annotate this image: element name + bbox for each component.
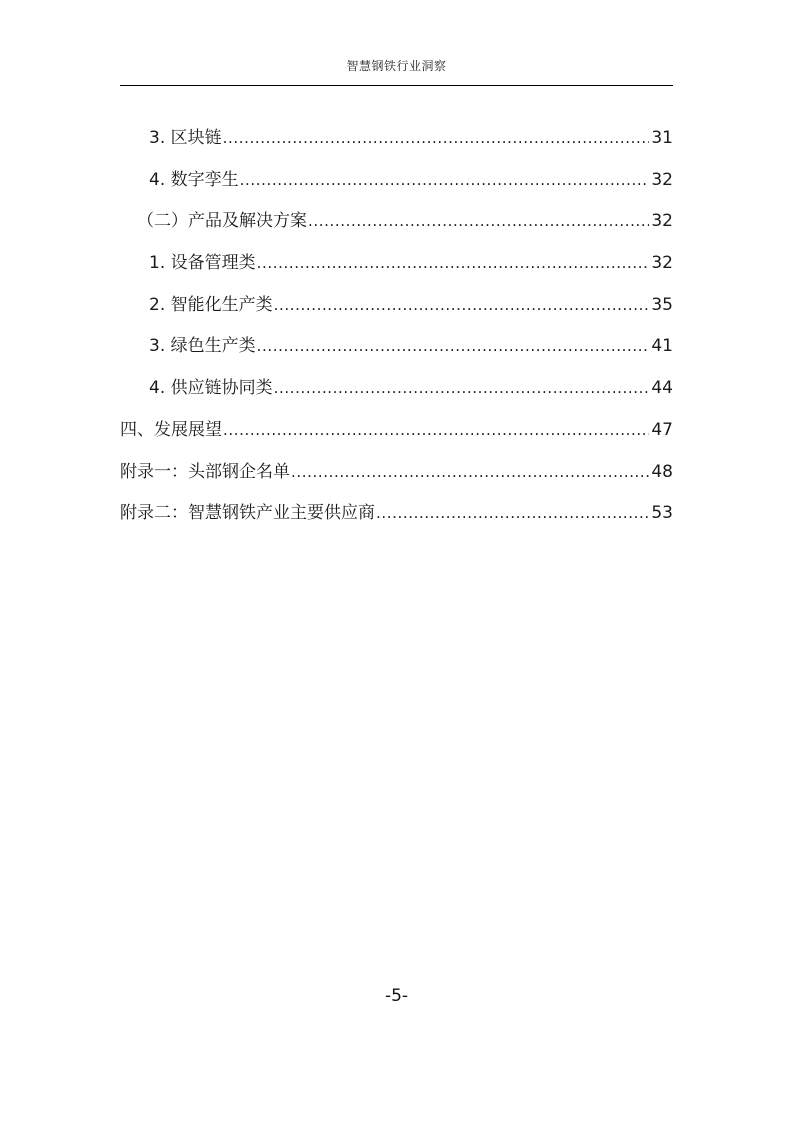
toc-entry-page: 41 xyxy=(651,336,673,357)
toc-dot-leader xyxy=(257,243,650,285)
toc-entry-page: 32 xyxy=(651,169,673,190)
toc-entry-equipment-management[interactable] xyxy=(120,243,673,285)
toc-entry-title: 附录二：智慧钢铁产业主要供应商 xyxy=(120,503,375,524)
toc-entry-page: 48 xyxy=(651,461,673,482)
toc-entry-page: 32 xyxy=(651,253,673,274)
toc-dot-leader xyxy=(223,410,649,452)
toc-dot-leader xyxy=(257,326,650,368)
toc-entry-appendix-1[interactable] xyxy=(120,452,673,494)
toc-entry-title: 4. 数字孪生 xyxy=(149,169,239,190)
toc-dot-leader xyxy=(291,452,649,494)
toc-entry-title: 四、发展展望 xyxy=(120,419,222,440)
page-number: -5- xyxy=(384,986,409,1006)
toc-entry-page: 32 xyxy=(651,211,673,232)
toc-entry-digital-twin[interactable] xyxy=(120,160,673,202)
toc-entry-title: 1. 设备管理类 xyxy=(149,253,256,274)
toc-entry-title: 附录一：头部钢企名单 xyxy=(120,461,290,482)
toc-entry-page: 53 xyxy=(651,503,673,524)
toc-entry-title: 4. 供应链协同类 xyxy=(149,378,273,399)
toc-entry-intelligent-production[interactable] xyxy=(120,285,673,327)
toc-entry-page: 31 xyxy=(651,128,673,148)
toc-entry-title: （二）产品及解决方案 xyxy=(137,211,307,232)
toc-entry-page: 35 xyxy=(651,294,673,315)
toc-dot-leader xyxy=(376,493,649,535)
toc-entry-title: 2. 智能化生产类 xyxy=(149,294,273,315)
toc-dot-leader xyxy=(274,368,650,410)
running-header: 智慧钢铁行业洞察 xyxy=(346,59,447,73)
toc-dot-leader xyxy=(308,201,649,243)
toc-entry-supply-chain[interactable] xyxy=(120,368,673,410)
toc-entry-green-production[interactable] xyxy=(120,326,673,368)
table-of-contents xyxy=(120,118,673,535)
toc-dot-leader xyxy=(274,285,650,327)
toc-entry-title: 3. 绿色生产类 xyxy=(149,336,256,357)
toc-dot-leader xyxy=(240,160,650,202)
toc-entry-development-outlook[interactable] xyxy=(120,410,673,452)
toc-entry-title: 3. 区块链 xyxy=(149,128,222,148)
toc-entry-appendix-2[interactable] xyxy=(120,493,673,535)
toc-entry-page: 44 xyxy=(651,378,673,399)
toc-dot-leader xyxy=(223,118,650,160)
toc-entry-page: 47 xyxy=(651,419,673,440)
toc-entry-products-solutions[interactable] xyxy=(120,201,673,243)
header-divider xyxy=(120,85,673,86)
toc-entry-blockchain[interactable] xyxy=(120,118,673,160)
